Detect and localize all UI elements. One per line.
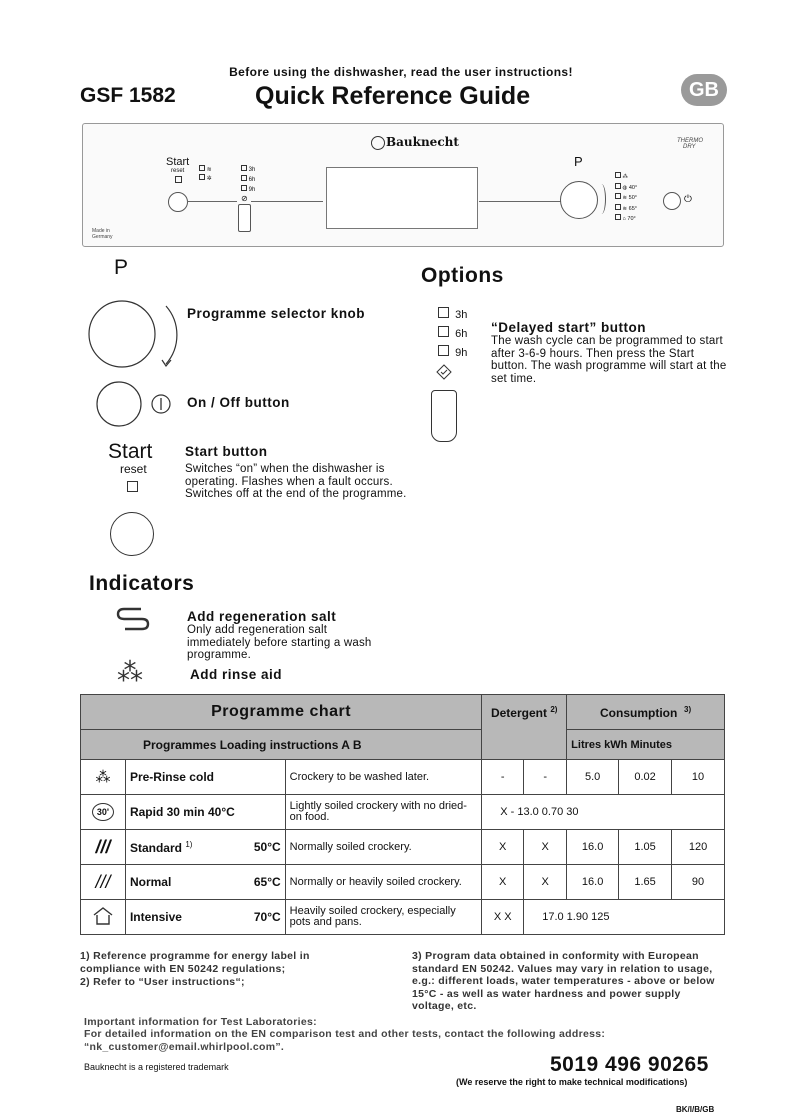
- panel-programme-knob[interactable]: [560, 181, 598, 219]
- important-heading: Important information for Test Laboratories:: [84, 1016, 317, 1028]
- panel-line-2: [251, 201, 323, 202]
- start-button-heading: Start button: [185, 444, 268, 459]
- reset-big-label: reset: [120, 462, 147, 476]
- intensive-icon: [81, 900, 126, 935]
- rinse-aid-heading: Add rinse aid: [190, 667, 283, 682]
- normal-icon: ///: [81, 865, 126, 900]
- panel-delay-leds: 3h 6h 9h: [241, 165, 255, 195]
- panel-start-label: Start: [166, 156, 190, 168]
- made-in-label: Made in Germany: [92, 228, 113, 240]
- footnote-2: 2) Refer to “User instructions“;: [80, 976, 245, 988]
- table-row: [81, 865, 725, 900]
- panel-knob-arrow: [597, 184, 606, 214]
- panel-delay-button[interactable]: [238, 204, 251, 232]
- loading-instructions: Crockery to be washed later.: [285, 760, 482, 795]
- consumption-header: Consumption $^{3)}$: [567, 695, 725, 730]
- detergent-b: X: [524, 865, 567, 900]
- delayed-start-desc: The wash cycle can be programmed to start after 3-6-9 hours. Then press the Start button. The wash programme will start at the set time.: [491, 335, 727, 385]
- delay-option-9h: 9h: [438, 344, 467, 363]
- control-panel-illustration: [82, 123, 724, 247]
- minutes: 120: [672, 830, 725, 865]
- panel-delay-icon: ⊘: [241, 194, 248, 203]
- reserve-note: (We reserve the right to make technical modifications): [456, 1077, 688, 1087]
- programme-selector-knob-icon: [88, 296, 182, 376]
- onoff-button-icon: [96, 381, 176, 427]
- delayed-start-icon: [436, 364, 452, 380]
- model-number: GSF 1582: [80, 84, 176, 107]
- chart-units-header: Litres kWh Minutes: [567, 730, 725, 760]
- delay-option-6h: 6h: [438, 325, 467, 344]
- table-row: [81, 760, 725, 795]
- litres: 5.0: [567, 760, 619, 795]
- chart-title: Programme chart: [81, 695, 482, 730]
- p-label: P: [114, 256, 129, 279]
- salt-heading: Add regeneration salt: [187, 609, 337, 624]
- indicators-heading: Indicators: [89, 572, 195, 595]
- detergent-consumption: X - 13.0 0.70 30: [482, 795, 725, 830]
- programme-name: Intensive 70°C: [125, 900, 285, 935]
- panel-indicator-leds: ≋ ✲: [199, 165, 212, 183]
- trademark-note: Bauknecht is a registered trademark: [84, 1062, 229, 1072]
- country-badge: GB: [681, 74, 727, 106]
- detergent-b: -: [524, 760, 567, 795]
- detergent-consumption: 17.0 1.90 125: [524, 900, 725, 935]
- panel-start-led: [175, 176, 182, 183]
- panel-onoff-button[interactable]: [663, 192, 681, 210]
- panel-power-icon: ⏻: [684, 194, 692, 205]
- detergent-b: X: [524, 830, 567, 865]
- detergent-header: Detergent $^{2)}$: [482, 695, 567, 760]
- panel-line: [187, 201, 237, 202]
- thermo-dry-logo: THERMO DRY: [677, 138, 703, 150]
- panel-programme-leds: ⁂ ◍ 40° ≋ 50° ≋ 65° ⌂ 70°: [615, 172, 637, 225]
- footnote-1: 1) Reference programme for energy label in compliance with EN 50242 regulations;: [80, 950, 310, 975]
- table-row: [81, 830, 725, 865]
- regeneration-salt-icon: [115, 606, 151, 632]
- delay-options-list: [438, 306, 467, 363]
- table-row: [81, 795, 725, 830]
- start-led-icon: [127, 481, 138, 492]
- onoff-label: On / Off button: [187, 395, 290, 410]
- delay-option-3h: 3h: [438, 306, 467, 325]
- standard-icon: ///: [81, 830, 126, 865]
- panel-display-window: [326, 167, 478, 229]
- table-row: [81, 900, 725, 935]
- programme-selector-label: Programme selector knob: [187, 306, 366, 321]
- programme-name: Normal 65°C: [125, 865, 285, 900]
- start-big-label: Start: [108, 440, 153, 463]
- start-button-icon: [110, 512, 154, 556]
- important-text: For detailed information on the EN comparison test and other tests, contact the following address: “nk_customer@email.whirlpool.com”.: [84, 1028, 606, 1053]
- panel-line-3: [479, 201, 561, 202]
- rapid-30-icon: 30': [81, 795, 126, 830]
- panel-programme-label: P: [574, 154, 583, 169]
- panel-start-button[interactable]: [168, 192, 188, 212]
- detergent-a: X: [482, 830, 524, 865]
- language-code: BK/I/B/GB: [676, 1105, 715, 1114]
- panel-reset-label: reset: [171, 168, 185, 174]
- detergent-a: -: [482, 760, 524, 795]
- chart-subheader: Programmes Loading instructions A B: [81, 730, 482, 760]
- options-heading: Options: [421, 264, 504, 287]
- programme-name: Standard $^{1)}$ 50°C: [125, 830, 285, 865]
- detergent-a: X X: [482, 900, 524, 935]
- loading-instructions: Normally soiled crockery.: [285, 830, 482, 865]
- kwh: 1.65: [619, 865, 672, 900]
- programme-name: Rapid 30 min 40°C: [125, 795, 285, 830]
- minutes: 10: [672, 760, 725, 795]
- header-note: Before using the dishwasher, read the user instructions!: [229, 65, 573, 79]
- start-button-desc: Switches “on” when the dishwasher is operating. Flashes when a fault occurs. Switches off at the end of the programme.: [185, 463, 407, 500]
- loading-instructions: Normally or heavily soiled crockery.: [285, 865, 482, 900]
- page-title: Quick Reference Guide: [255, 82, 531, 110]
- kwh: 1.05: [619, 830, 672, 865]
- litres: 16.0: [567, 830, 619, 865]
- litres: 16.0: [567, 865, 619, 900]
- programme-chart: [80, 694, 725, 935]
- pre-rinse-icon: ⁂: [81, 760, 126, 795]
- detergent-a: X: [482, 865, 524, 900]
- loading-instructions: Lightly soiled crockery with no dried-on food.: [285, 795, 482, 830]
- programme-name: Pre-Rinse cold: [125, 760, 285, 795]
- minutes: 90: [672, 865, 725, 900]
- delayed-start-heading: “Delayed start” button: [491, 320, 647, 335]
- part-number: 5019 496 90265: [550, 1053, 709, 1076]
- salt-desc: Only add regeneration salt immediately before starting a wash programme.: [187, 624, 372, 661]
- kwh: 0.02: [619, 760, 672, 795]
- loading-instructions: Heavily soiled crockery, especially pots and pans.: [285, 900, 482, 935]
- brand-logo: Bauknecht: [371, 135, 459, 150]
- footnote-3: 3) Program data obtained in conformity with European standard EN 50242. Values may vary in relation to usage, e.g.: different loads, water temperatures - above or below 15°C - as well as water hardness and power supply voltage, etc.: [412, 950, 715, 1012]
- delayed-start-button-icon: [431, 390, 457, 442]
- rinse-aid-icon: ⁂: [117, 657, 141, 687]
